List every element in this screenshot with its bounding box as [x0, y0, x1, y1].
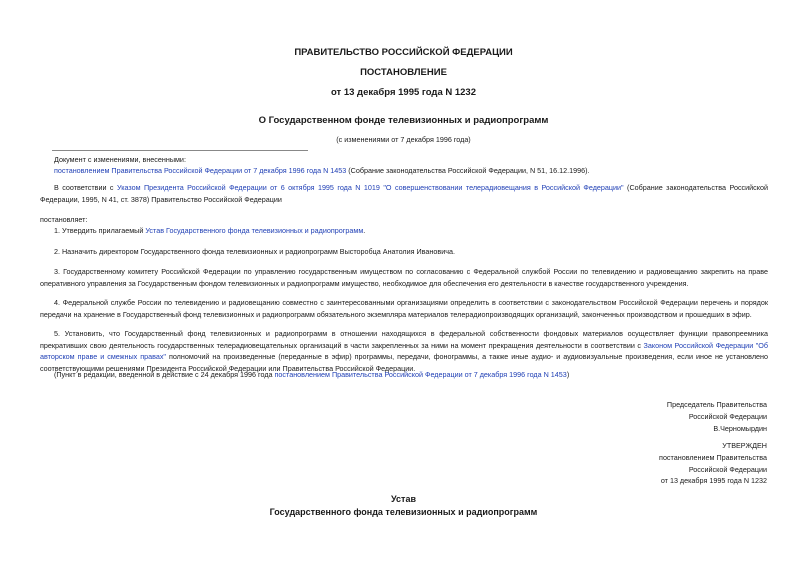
divider	[52, 150, 308, 151]
charter-link[interactable]: Устав Государственного фонда телевизионных и радиопрограмм	[145, 226, 364, 235]
amendments-note: (с изменениями от 7 декабря 1996 года)	[336, 135, 471, 144]
item-5-amendment-link[interactable]: постановлением Правительства Российской Федерации от 7 декабря 1996 года N 1453	[274, 370, 567, 379]
preamble-paragraph	[40, 182, 768, 205]
preamble-post: (Собрание законодательства Российской Федерации, 1995, N 41, ст. 3878) Правительство Российской Федерации	[40, 183, 769, 204]
item-1	[40, 225, 768, 237]
approval-date: от 13 декабря 1995 года N 1232	[660, 476, 767, 486]
item-5-pre: 5. Установить, что Государственный фонд телевизионных и радиопрограмм в отношении находящихся в федеральной собственности фондовых материалов осуществляет функции правопреемника прекративших свою деятельность государственных телерадиовещательных организаций в части закрепленных за ними на момент прекращения деятельности в соответствии с	[40, 329, 768, 350]
approval-label: УТВЕРЖДЕН	[722, 441, 767, 450]
note-line	[54, 165, 590, 177]
signature-name: В.Черномырдин	[713, 423, 767, 433]
government-heading: ПРАВИТЕЛЬСТВО РОССИЙСКОЙ ФЕДЕРАЦИИ	[294, 47, 513, 58]
doc-type-heading: ПОСТАНОВЛЕНИЕ	[360, 67, 447, 78]
preamble-pre: В соответствии с	[54, 183, 117, 192]
item-3: 3. Государственному комитету Российской Федерации по управлению государственным имуществом по согласованию с Федеральной службой России по телевидению и радиовещанию закрепить на праве оперативного управления за Государственным фондом телевизионных и радиопрограмм имущество, необходимое для обеспечения его деятельности в качестве государственного учреждения.	[40, 267, 768, 288]
item-5-note-pre: (Пункт в редакции, введенной в действие с 24 декабря 1996 года	[54, 370, 275, 379]
charter-title: Устав	[391, 494, 416, 504]
item-5-post: полномочий на произведенные (переданные в эфир) программы, передачи, фонограммы, а также иные аудио- и аудиовизуальные произведения, если иное не установлено соответствующими решениями Президента Российской Федерации или Правительства Российской Федерации.	[40, 352, 768, 373]
approval-country: Российской Федерации	[688, 464, 767, 474]
item-5-note-post: )	[566, 370, 570, 379]
doc-date: от 13 декабря 1995 года N 1232	[330, 87, 476, 98]
approval-block	[659, 440, 767, 487]
signature-position: Председатель Правительства	[666, 400, 767, 409]
item-5	[40, 328, 768, 374]
charter-subtitle: Государственного фонда телевизионных и радиопрограмм	[269, 507, 538, 517]
signature-country: Российской Федерации	[688, 411, 767, 421]
item-1-pre: 1. Утвердить прилагаемый	[54, 226, 146, 235]
signature-block	[667, 399, 767, 434]
doc-title: О Государственном фонде телевизионных и радиопрограмм	[258, 115, 549, 126]
item-1-post: .	[363, 226, 366, 235]
item-5-note	[54, 369, 569, 381]
copyright-law-link[interactable]: Законом Российской Федерации "Об авторском праве и смежных правах"	[40, 340, 768, 361]
resolves-label: постановляет:	[40, 215, 88, 224]
approval-by: постановлением Правительства	[659, 452, 767, 462]
note-intro: Документ с изменениями, внесенными:	[54, 155, 186, 164]
item-4: 4. Федеральной службе России по телевидению и радиовещанию совместно с заинтересованными организациями определить в соответствии с законодательством Российской Федерации перечень и порядок передачи на хранение в Государственный фонд телевизионных и радиопрограмм обязательного экземпляра материалов телерадиопроизводящих организаций, законченных производством и прошедших в эфир.	[40, 298, 768, 319]
presidential-decree-link[interactable]: Указом Президента Российской Федерации от 6 октября 1995 года N 1019 "О совершенствовании телерадиовещания в Российской Федерации"	[116, 183, 624, 192]
amendment-decree-link[interactable]: постановлением Правительства Российской Федерации от 7 декабря 1996 года N 1453	[54, 166, 347, 175]
charter-heading	[0, 493, 807, 519]
item-2: 2. Назначить директором Государственного фонда телевизионных и радиопрограмм Высторобца Анатолия Ивановича.	[54, 247, 455, 256]
note-tail: (Собрание законодательства Российской Федерации, N 51, 16.12.1996).	[346, 166, 590, 175]
